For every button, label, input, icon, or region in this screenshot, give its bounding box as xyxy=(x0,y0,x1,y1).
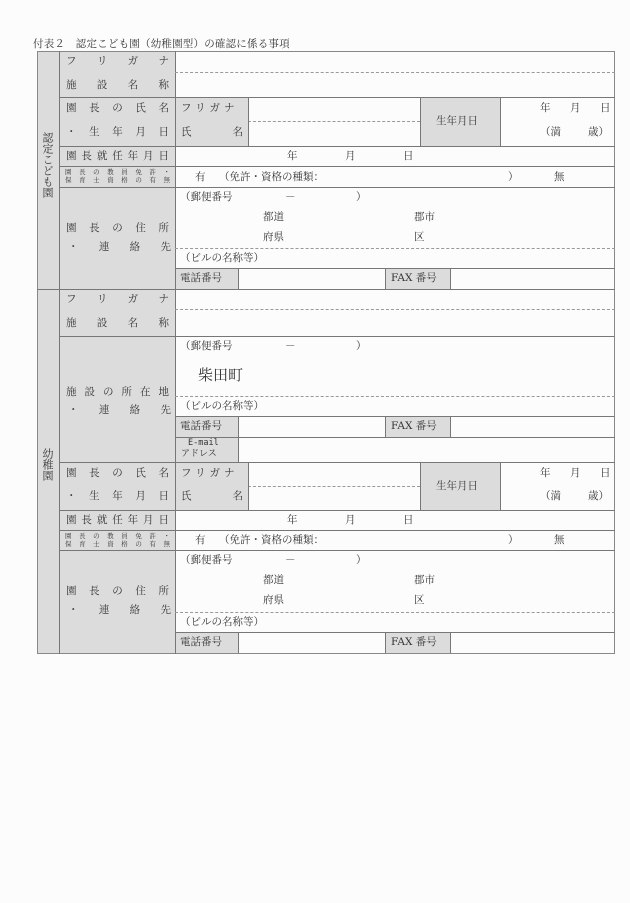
nintei-appointment-label: 園 長 就 任 年 月 日 xyxy=(66,150,169,162)
youchien-director-postal-label: （郵便番号 xyxy=(180,554,233,566)
nintei-postal-dash: － xyxy=(285,191,296,203)
section-label-nintei: 認定こども園 xyxy=(41,132,54,198)
section-label-youchien: 幼稚園 xyxy=(41,448,54,481)
divider xyxy=(59,336,615,337)
divider xyxy=(500,462,501,510)
youchien-sub-name-label: 氏 名 xyxy=(181,490,243,502)
youchien-appointment-month: 月 xyxy=(345,514,356,526)
youchien-fax-input[interactable] xyxy=(451,417,614,436)
youchien-director-furigana-input[interactable] xyxy=(249,463,419,485)
youchien-pref-2: 府県 xyxy=(263,594,284,606)
youchien-phone-label: 電話番号 xyxy=(180,420,222,432)
nintei-birthdate-month: 月 xyxy=(570,102,581,114)
nintei-city-1: 郡市 xyxy=(414,211,435,223)
nintei-address-label-1: 園 長 の 住 所 xyxy=(66,222,169,234)
nintei-pref-2: 府県 xyxy=(263,231,284,243)
youchien-postal-label: （郵便番号 xyxy=(180,340,233,352)
nintei-phone-label: 電話番号 xyxy=(180,272,222,284)
divider xyxy=(59,51,60,654)
nintei-appointment-day: 日 xyxy=(403,150,414,162)
divider xyxy=(500,97,501,146)
divider xyxy=(59,166,615,167)
youchien-birthdate-month: 月 xyxy=(570,467,581,479)
youchien-postal-close: ） xyxy=(356,340,367,352)
nintei-fax-label: FAX 番号 xyxy=(391,272,437,284)
youchien-birthdate-year: 年 xyxy=(540,467,551,479)
nintei-license-label-2: 保 育 士 資 格 の 有 無 xyxy=(65,176,170,184)
divider xyxy=(385,416,386,437)
youchien-furigana-label: フ リ ガ ナ xyxy=(66,293,169,305)
youchien-location-label-2: ・ 連 絡 先 xyxy=(68,404,171,416)
nintei-facility-name-label: 施 設 名 称 xyxy=(66,79,169,91)
youchien-sub-furigana-label: フリガナ xyxy=(181,467,239,479)
nintei-furigana-input[interactable] xyxy=(176,52,614,72)
youchien-appointment-label: 園 長 就 任 年 月 日 xyxy=(66,514,169,526)
youchien-director-phone-label: 電話番号 xyxy=(180,636,222,648)
form-title: 付表２ 認定こども園（幼稚園型）の確認に係る事項 xyxy=(33,38,290,50)
youchien-director-fax-label: FAX 番号 xyxy=(391,636,437,648)
youchien-birthdate-day: 日 xyxy=(600,467,611,479)
nintei-city-2: 区 xyxy=(414,231,425,243)
youchien-pref-1: 都道 xyxy=(263,574,284,586)
nintei-director-name-input[interactable] xyxy=(249,122,419,145)
nintei-appointment-month: 月 xyxy=(345,150,356,162)
youchien-address-label-1: 園 長 の 住 所 xyxy=(66,585,169,597)
youchien-director-building-label: （ビルの名称等） xyxy=(180,616,264,628)
nintei-furigana-label: フ リ ガ ナ xyxy=(66,55,169,67)
youchien-license-no-option[interactable]: 無 xyxy=(554,534,565,546)
nintei-age-close: 歳） xyxy=(588,126,609,138)
youchien-facility-name-label: 施 設 名 称 xyxy=(66,317,169,329)
divider xyxy=(175,396,615,397)
nintei-director-furigana-input[interactable] xyxy=(249,98,419,120)
youchien-email-label-2: アドレス xyxy=(181,449,217,459)
youchien-director-name-label-1: 園 長 の 氏 名 xyxy=(66,467,169,479)
youchien-fax-label: FAX 番号 xyxy=(391,420,437,432)
nintei-license-yes-option[interactable]: 有 xyxy=(195,171,206,183)
youchien-license-close: ） xyxy=(508,534,519,546)
youchien-appointment-day: 日 xyxy=(403,514,414,526)
youchien-appointment-year: 年 xyxy=(287,514,298,526)
youchien-license-label-1: 園 長 の 教 員 免 許 ・ xyxy=(65,532,170,540)
youchien-town-value[interactable]: 柴田町 xyxy=(198,366,244,384)
nintei-address-label-2: ・ 連 絡 先 xyxy=(68,241,171,253)
youchien-location-label-1: 施 設 の 所 在 地 xyxy=(66,386,169,398)
divider xyxy=(175,51,176,654)
youchien-license-label-2: 保 育 士 資 格 の 有 無 xyxy=(65,540,170,548)
youchien-director-postal-dash: － xyxy=(285,554,296,566)
nintei-pref-1: 都道 xyxy=(263,211,284,223)
nintei-birthdate-year: 年 xyxy=(540,102,551,114)
nintei-appointment-year: 年 xyxy=(287,150,298,162)
nintei-fax-input[interactable] xyxy=(451,269,614,288)
youchien-age-open: （満 xyxy=(540,490,561,502)
youchien-building-label: （ビルの名称等） xyxy=(180,400,264,412)
youchien-email-label-1: E-mail xyxy=(188,438,219,448)
youchien-license-type-label: （免許・資格の種類： xyxy=(219,534,324,546)
nintei-facility-name-input[interactable] xyxy=(176,73,614,97)
youchien-facility-name-input[interactable] xyxy=(176,310,614,336)
youchien-director-name-input[interactable] xyxy=(249,487,419,509)
nintei-license-type-label: （免許・資格の種類： xyxy=(219,171,324,183)
divider xyxy=(59,530,615,531)
nintei-building-label: （ビルの名称等） xyxy=(180,252,264,264)
youchien-email-input[interactable] xyxy=(239,438,614,461)
youchien-license-yes-option[interactable]: 有 xyxy=(195,534,206,546)
nintei-postal-close: ） xyxy=(356,191,367,203)
nintei-phone-input[interactable] xyxy=(239,269,384,288)
nintei-postal-label: （郵便番号 xyxy=(180,191,233,203)
divider xyxy=(420,462,421,510)
youchien-address-label-2: ・ 連 絡 先 xyxy=(68,604,171,616)
divider xyxy=(385,268,386,289)
nintei-license-label-1: 園 長 の 教 員 免 許 ・ xyxy=(65,168,170,176)
nintei-birthdate-label: 生年月日 xyxy=(436,115,478,127)
nintei-director-name-label-1: 園 長 の 氏 名 xyxy=(66,102,169,114)
youchien-city-1: 郡市 xyxy=(414,574,435,586)
youchien-phone-input[interactable] xyxy=(239,417,384,436)
nintei-license-close: ） xyxy=(508,171,519,183)
divider xyxy=(59,510,615,511)
nintei-birthdate-day: 日 xyxy=(600,102,611,114)
nintei-license-no-option[interactable]: 無 xyxy=(554,171,565,183)
divider xyxy=(59,146,615,147)
youchien-director-fax-input[interactable] xyxy=(451,633,614,652)
divider xyxy=(175,612,615,613)
nintei-director-name-label-2: ・ 生 年 月 日 xyxy=(66,126,169,138)
nintei-sub-furigana-label: フリガナ xyxy=(181,102,239,114)
nintei-sub-name-label: 氏 名 xyxy=(181,126,243,138)
youchien-director-postal-close: ） xyxy=(356,554,367,566)
nintei-age-open: （満 xyxy=(540,126,561,138)
youchien-birthdate-label: 生年月日 xyxy=(436,480,478,492)
youchien-city-2: 区 xyxy=(414,594,425,606)
divider xyxy=(175,248,615,249)
divider xyxy=(420,97,421,146)
divider xyxy=(59,550,615,551)
divider xyxy=(59,187,615,188)
divider xyxy=(385,632,386,653)
youchien-director-phone-input[interactable] xyxy=(239,633,384,652)
youchien-age-close: 歳） xyxy=(588,490,609,502)
youchien-director-name-label-2: ・ 生 年 月 日 xyxy=(66,490,169,502)
youchien-postal-dash: － xyxy=(285,340,296,352)
youchien-furigana-input[interactable] xyxy=(176,290,614,309)
